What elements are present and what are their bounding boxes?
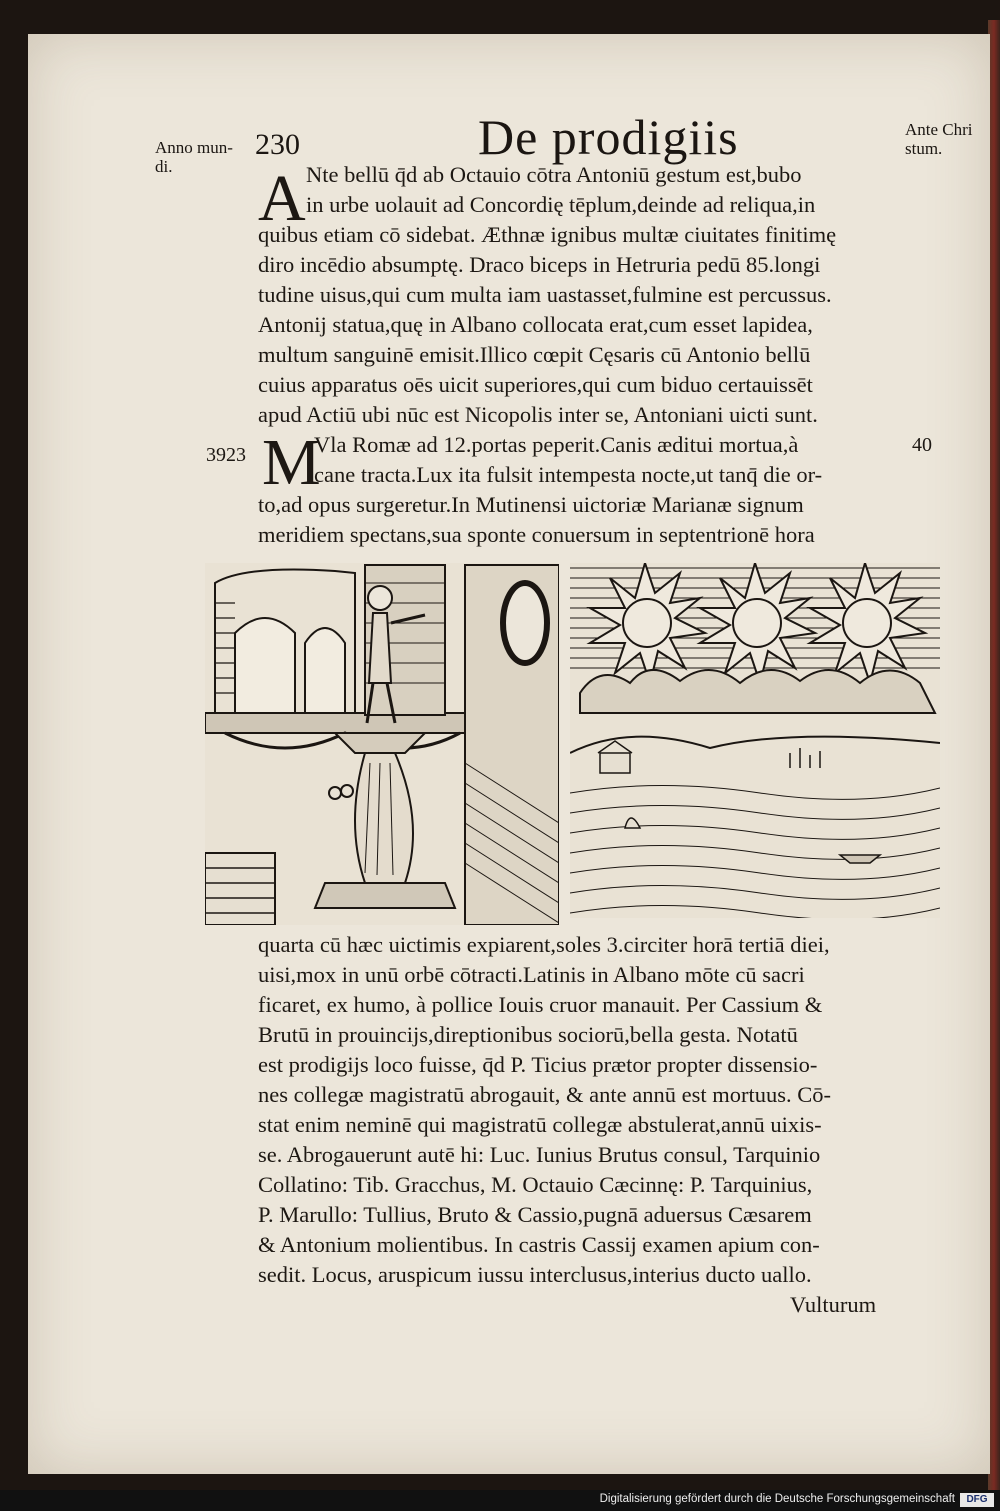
text-line: apud Actiū ubi nūc est Nicopolis inter se, Antoniani uicti sunt. <box>258 402 818 427</box>
woodcut-three-suns-drawing <box>570 563 940 918</box>
text-line: stat enim neminē qui magistratū collegæ abstulerat,annū uixis- <box>258 1112 822 1137</box>
text-line: est prodigijs loco fuisse, q̄d P. Ticius prætor propter dissensio- <box>258 1052 818 1077</box>
text-line: diro incēdio absumptę. Draco biceps in Hetruria pedū 85.longi <box>258 252 821 277</box>
text-line: quibus etiam cō sidebat. Æthnæ ignibus multæ ciuitates finitimę <box>258 222 837 247</box>
dropcap-m: M <box>262 426 321 499</box>
catchword: Vulturum <box>790 1292 877 1317</box>
text-line: Collatino: Tib. Gracchus, M. Octauio Cæcinnę: P. Tarquinius, <box>258 1172 813 1197</box>
text-line: tudine uisus,qui cum multa iam uastasset,fulmine est percussus. <box>258 282 832 307</box>
text-line: multum sanguinē emisit.Illico cœpit Cęsaris cū Antonio bellū <box>258 342 811 367</box>
text-line: Nte bellū q̄d ab Octauio cōtra Antoniū gestum est,bubo <box>306 162 802 187</box>
margin-year-left: 3923 <box>206 444 246 466</box>
margin-year-right: 40 <box>912 434 932 456</box>
text-line: to,ad opus surgeretur.In Mutinensi uictoriæ Marianæ signum <box>258 492 804 517</box>
text-line: Brutū in prouincijs,direptionibus sociorū,bella gesta. Notatū <box>258 1022 798 1047</box>
text-line: Vla Romæ ad 12.portas peperit.Canis æditui mortua,à <box>314 432 799 457</box>
text-line: se. Abrogauerunt autē hi: Luc. Iunius Brutus consul, Tarquinio <box>258 1142 821 1167</box>
text-line: P. Marullo: Tullius, Bruto & Cassio,pugnā aduersus Cæsarem <box>258 1202 812 1227</box>
running-head-left: Anno mun- di. <box>155 138 233 176</box>
footer-credit: Digitalisierung gefördert durch die Deutsche Forschungsgemeinschaft <box>599 1493 955 1505</box>
dfg-logo[interactable]: DFG <box>960 1493 994 1507</box>
text-line: sedit. Locus, aruspicum iussu interclusus,interius ducto uallo. <box>258 1262 812 1287</box>
woodcut-statue-illustration <box>205 563 559 925</box>
dropcap-a: A <box>258 162 306 235</box>
text-line: in urbe uolauit ad Concordię tēplum,deinde ad reliqua,in <box>306 192 816 217</box>
text-line: meridiem spectans,sua sponte conuersum in septentrionē hora <box>258 522 815 547</box>
text-line: & Antonium molientibus. In castris Cassij examen apium con- <box>258 1232 820 1257</box>
text-line: quarta cū hæc uictimis expiarent,soles 3.circiter horā tertiā diei, <box>258 932 830 957</box>
text-line: Antonij statua,quę in Albano collocata erat,cum esset lapidea, <box>258 312 813 337</box>
paragraph-3 <box>258 930 831 1290</box>
text-line: cane tracta.Lux ita fulsit intempesta nocte,ut tanq̄ die or- <box>314 462 823 487</box>
paragraph-2 <box>258 426 823 550</box>
text-line: ficaret, ex humo, à pollice Iouis cruor manauit. Per Cassium & <box>258 992 823 1017</box>
woodcut-three-suns-illustration <box>570 563 940 918</box>
footer-bar <box>0 1490 1000 1511</box>
text-line: nes collegæ magistratū abrogauit, & ante annū est mortuus. Cō- <box>258 1082 832 1107</box>
page-number: 230 <box>255 128 300 161</box>
page-title: De prodigiis <box>478 109 739 165</box>
text-line: cuius apparatus oēs uicit superiores,qui cum biduo certauissēt <box>258 372 813 397</box>
paragraph-1 <box>258 160 836 430</box>
woodcut-statue-drawing <box>205 563 559 925</box>
text-line: uisi,mox in unū orbē cōtracti.Latinis in Albano mōte cū sacri <box>258 962 805 987</box>
running-head-right: Ante Chri stum. <box>905 120 973 158</box>
